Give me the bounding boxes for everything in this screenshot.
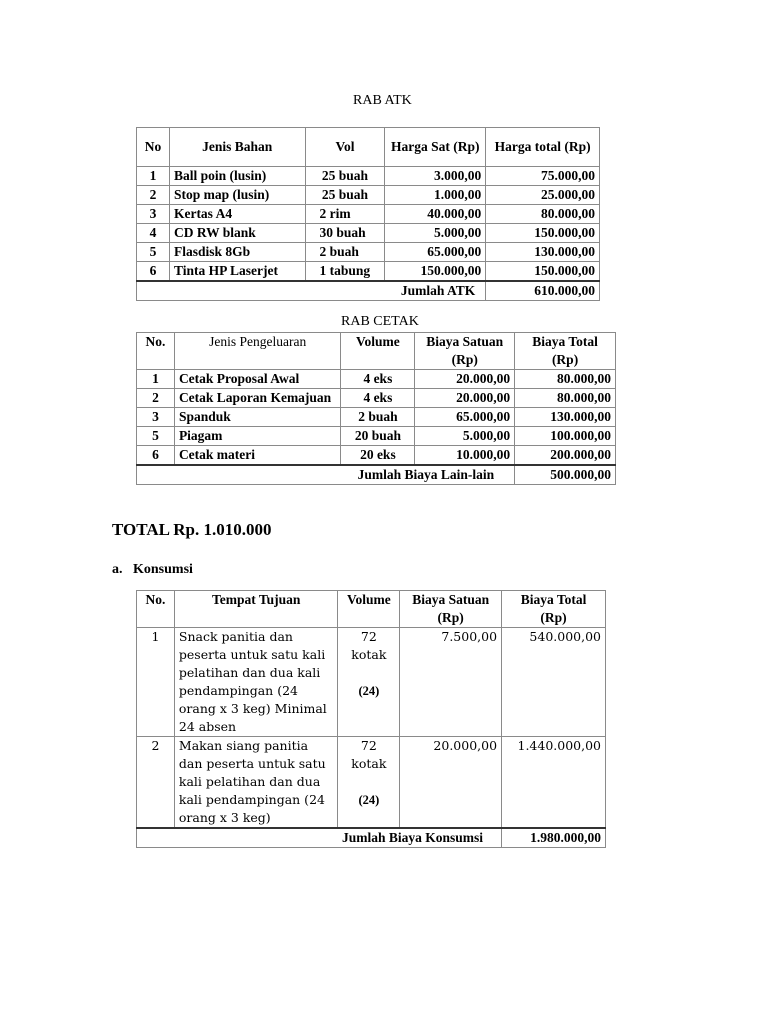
cell-item: Tinta HP Laserjet — [169, 262, 305, 282]
cell-price: 40.000,00 — [385, 205, 486, 224]
cell-vol — [338, 628, 400, 737]
table-header-row — [137, 591, 606, 628]
col-header-price: Biaya Satuan (Rp) — [415, 333, 515, 370]
col-header-desc: Tempat Tujuan — [174, 591, 338, 628]
col-header-total: Biaya Total (Rp) — [515, 333, 616, 370]
table-sum-row — [137, 281, 600, 301]
cell-total: 150.000,00 — [486, 224, 600, 243]
cell-vol: 2 rim — [305, 205, 385, 224]
cell-no: 3 — [137, 205, 170, 224]
cell-vol: 25 buah — [305, 167, 385, 186]
col-header-item: Jenis Bahan — [169, 128, 305, 167]
table-sum-row — [137, 465, 616, 485]
cell-no: 1 — [137, 628, 175, 737]
atk-title: RAB ATK — [353, 93, 412, 108]
cell-total: 130.000,00 — [486, 243, 600, 262]
cell-price: 65.000,00 — [385, 243, 486, 262]
cell-total: 1.440.000,00 — [502, 737, 606, 829]
cell-desc: Snack panitia dan peserta untuk satu kali pelatihan dan dua kali pendampingan (24 orang x 3 keg) Minimal 24 absen — [174, 628, 338, 737]
table-row — [137, 205, 600, 224]
cell-price: 5.000,00 — [415, 427, 515, 446]
cell-no: 1 — [137, 370, 175, 389]
col-header-no: No. — [137, 591, 175, 628]
cell-vol: 20 buah — [341, 427, 415, 446]
sum-label: Jumlah Biaya Lain-lain — [137, 465, 515, 485]
cell-total: 80.000,00 — [515, 370, 616, 389]
cell-item: CD RW blank — [169, 224, 305, 243]
col-header-no: No — [137, 128, 170, 167]
cell-item: Stop map (lusin) — [169, 186, 305, 205]
cell-no: 5 — [137, 427, 175, 446]
konsumsi-heading: a. Konsumsi — [112, 562, 193, 577]
cell-price: 20.000,00 — [415, 370, 515, 389]
table-row — [137, 224, 600, 243]
table-row — [137, 628, 606, 737]
table-header-row — [137, 333, 616, 370]
table-row — [137, 427, 616, 446]
cell-total: 100.000,00 — [515, 427, 616, 446]
cell-item: Cetak materi — [174, 446, 341, 466]
table-row — [137, 186, 600, 205]
cell-item: Cetak Proposal Awal — [174, 370, 341, 389]
cell-vol: 4 eks — [341, 370, 415, 389]
cell-item: Spanduk — [174, 408, 341, 427]
col-header-price: Biaya Satuan (Rp) — [400, 591, 502, 628]
cell-price: 1.000,00 — [385, 186, 486, 205]
cell-vol: 2 buah — [341, 408, 415, 427]
col-header-total: Harga total (Rp) — [486, 128, 600, 167]
table-row — [137, 446, 616, 466]
cell-vol: 4 eks — [341, 389, 415, 408]
cell-price: 3.000,00 — [385, 167, 486, 186]
cell-total: 200.000,00 — [515, 446, 616, 466]
sum-label: Jumlah Biaya Konsumsi — [137, 828, 502, 848]
cell-total: 150.000,00 — [486, 262, 600, 282]
vol-quantity: 72 kotak — [351, 738, 387, 771]
table-row — [137, 408, 616, 427]
cell-no: 2 — [137, 389, 175, 408]
cell-no: 6 — [137, 446, 175, 466]
cell-price: 20.000,00 — [400, 737, 502, 829]
cell-total: 130.000,00 — [515, 408, 616, 427]
table-row — [137, 370, 616, 389]
cell-total: 75.000,00 — [486, 167, 600, 186]
cell-no: 1 — [137, 167, 170, 186]
sum-value: 1.980.000,00 — [502, 828, 606, 848]
cell-total: 25.000,00 — [486, 186, 600, 205]
vol-count: (24) — [358, 684, 380, 698]
atk-table — [136, 127, 600, 301]
sum-value: 500.000,00 — [515, 465, 616, 485]
table-row — [137, 389, 616, 408]
cell-total: 80.000,00 — [486, 205, 600, 224]
table-row — [137, 167, 600, 186]
vol-quantity: 72 kotak — [351, 629, 387, 662]
col-header-price: Harga Sat (Rp) — [385, 128, 486, 167]
col-header-vol: Volume — [341, 333, 415, 370]
cell-no: 2 — [137, 186, 170, 205]
cell-item: Ball poin (lusin) — [169, 167, 305, 186]
cell-price: 5.000,00 — [385, 224, 486, 243]
cell-no: 5 — [137, 243, 170, 262]
cell-item: Kertas A4 — [169, 205, 305, 224]
col-header-no: No. — [137, 333, 175, 370]
cell-total: 80.000,00 — [515, 389, 616, 408]
cell-vol — [338, 737, 400, 829]
cell-item: Piagam — [174, 427, 341, 446]
cell-total: 540.000,00 — [502, 628, 606, 737]
cell-vol: 1 tabung — [305, 262, 385, 282]
sum-label: Jumlah ATK — [137, 281, 486, 301]
table-row — [137, 262, 600, 282]
cell-vol: 20 eks — [341, 446, 415, 466]
col-header-total: Biaya Total (Rp) — [502, 591, 606, 628]
vol-count: (24) — [358, 793, 380, 807]
konsumsi-table — [136, 590, 606, 848]
col-header-vol: Vol — [305, 128, 385, 167]
cell-no: 4 — [137, 224, 170, 243]
cell-desc: Makan siang panitia dan peserta untuk satu kali pelatihan dan dua kali pendampingan (24 orang x 3 keg) — [174, 737, 338, 829]
table-header-row — [137, 128, 600, 167]
cell-vol: 30 buah — [305, 224, 385, 243]
cell-no: 3 — [137, 408, 175, 427]
sum-value: 610.000,00 — [486, 281, 600, 301]
table-sum-row — [137, 828, 606, 848]
cell-no: 6 — [137, 262, 170, 282]
cell-price: 150.000,00 — [385, 262, 486, 282]
grand-total: TOTAL Rp. 1.010.000 — [112, 520, 272, 539]
cell-no: 2 — [137, 737, 175, 829]
table-row — [137, 737, 606, 829]
cell-price: 20.000,00 — [415, 389, 515, 408]
col-header-vol: Volume — [338, 591, 400, 628]
cell-price: 10.000,00 — [415, 446, 515, 466]
col-header-item: Jenis Pengeluaran — [174, 333, 341, 370]
cell-item: Flasdisk 8Gb — [169, 243, 305, 262]
cell-vol: 2 buah — [305, 243, 385, 262]
cell-vol: 25 buah — [305, 186, 385, 205]
cetak-title: RAB CETAK — [341, 314, 419, 329]
cell-price: 65.000,00 — [415, 408, 515, 427]
cell-price: 7.500,00 — [400, 628, 502, 737]
cetak-table — [136, 332, 616, 485]
table-row — [137, 243, 600, 262]
cell-item: Cetak Laporan Kemajuan — [174, 389, 341, 408]
